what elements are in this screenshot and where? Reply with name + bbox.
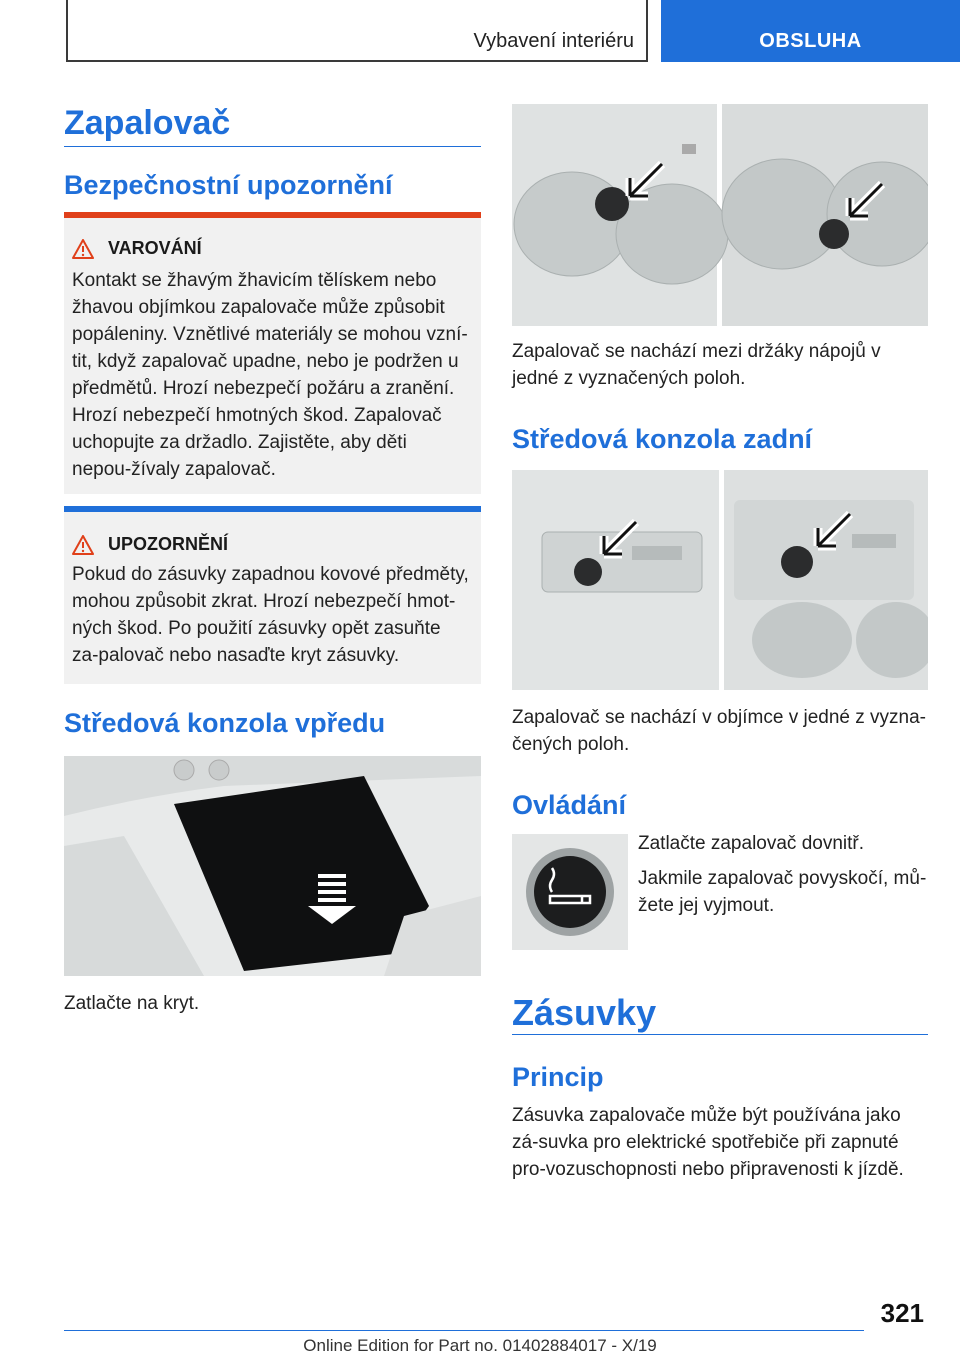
warning-box	[64, 212, 481, 494]
notice-box	[64, 506, 481, 684]
notice-label: UPOZORNĚNÍ	[108, 534, 229, 554]
control-text-push: Zatlačte zapalovač dovnitř.	[638, 833, 865, 854]
rear-console-caption: Zapalovač se nachází v objímce v jedné z vyzna-čených poloh.	[512, 707, 926, 755]
safety-heading: Bezpečnostní upozornění	[64, 170, 393, 200]
cupholder-photo	[512, 104, 928, 326]
footer-edition: Online Edition for Part no. 01402884017 - X/19	[303, 1336, 657, 1355]
footer-divider	[64, 1330, 864, 1331]
rear-console-photo	[512, 470, 928, 690]
front-console-heading: Středová konzola vpředu	[64, 708, 386, 738]
principle-text: Zásuvka zapalovače může být používána jako zá-suvka pro elektrické spotřebiče při zapnuté pro-vozuschopnosti nebo připravenosti k jízdě.	[512, 1105, 904, 1180]
notice-text: Pokud do zásuvky zapadnou kovové předměty, mohou způsobit zkrat. Hrozí nebezpečí hmot-ných škod. Po použití zásuvky opět zasuňte za-palovač nebo nasaďte kryt zásuvky.	[72, 564, 469, 666]
header-tab-label: OBSLUHA	[759, 29, 862, 52]
warning-triangle-icon	[72, 239, 94, 259]
principle-heading: Princip	[512, 1062, 604, 1092]
header-section-title: Vybavení interiéru	[473, 30, 634, 52]
cupholder-caption: Zapalovač se nachází mezi držáky nápojů v jedné z vyznačených poloh.	[512, 341, 881, 389]
header-tab-obsluha	[661, 0, 960, 62]
sockets-title: Zásuvky	[512, 992, 657, 1033]
left-column	[64, 104, 481, 143]
page-title: Zapalovač	[64, 104, 231, 142]
control-heading: Ovládání	[512, 790, 627, 820]
front-console-caption: Zatlačte na kryt.	[64, 993, 200, 1014]
header-section-box	[66, 0, 648, 62]
sockets-divider	[512, 1034, 928, 1035]
page-number: 321	[880, 1298, 924, 1328]
title-divider	[64, 146, 481, 147]
warning-label: VAROVÁNÍ	[108, 238, 202, 258]
rear-console-heading: Středová konzola zadní	[512, 424, 813, 454]
notice-triangle-icon	[72, 535, 94, 555]
lighter-image	[512, 834, 628, 950]
control-text-remove: Jakmile zapalovač povyskočí, mů-žete jej vyjmout.	[638, 868, 927, 916]
warning-text: Kontakt se žhavým žhavicím tělískem nebo žhavou objímkou zapalovače může způsobit popáleniny. Vznětlivé materiály se mohou vzní-tit, když zapalovač upadne, nebo je podržen u předmětů. Hrozí nebezpečí požáru a zranění. Hrozí nebezpečí hmotných škod. Zapalovač uchopujte za držadlo. Zajistěte, aby děti nepou-žívaly zapalovač.	[72, 270, 468, 480]
front-console-photo	[64, 756, 481, 976]
